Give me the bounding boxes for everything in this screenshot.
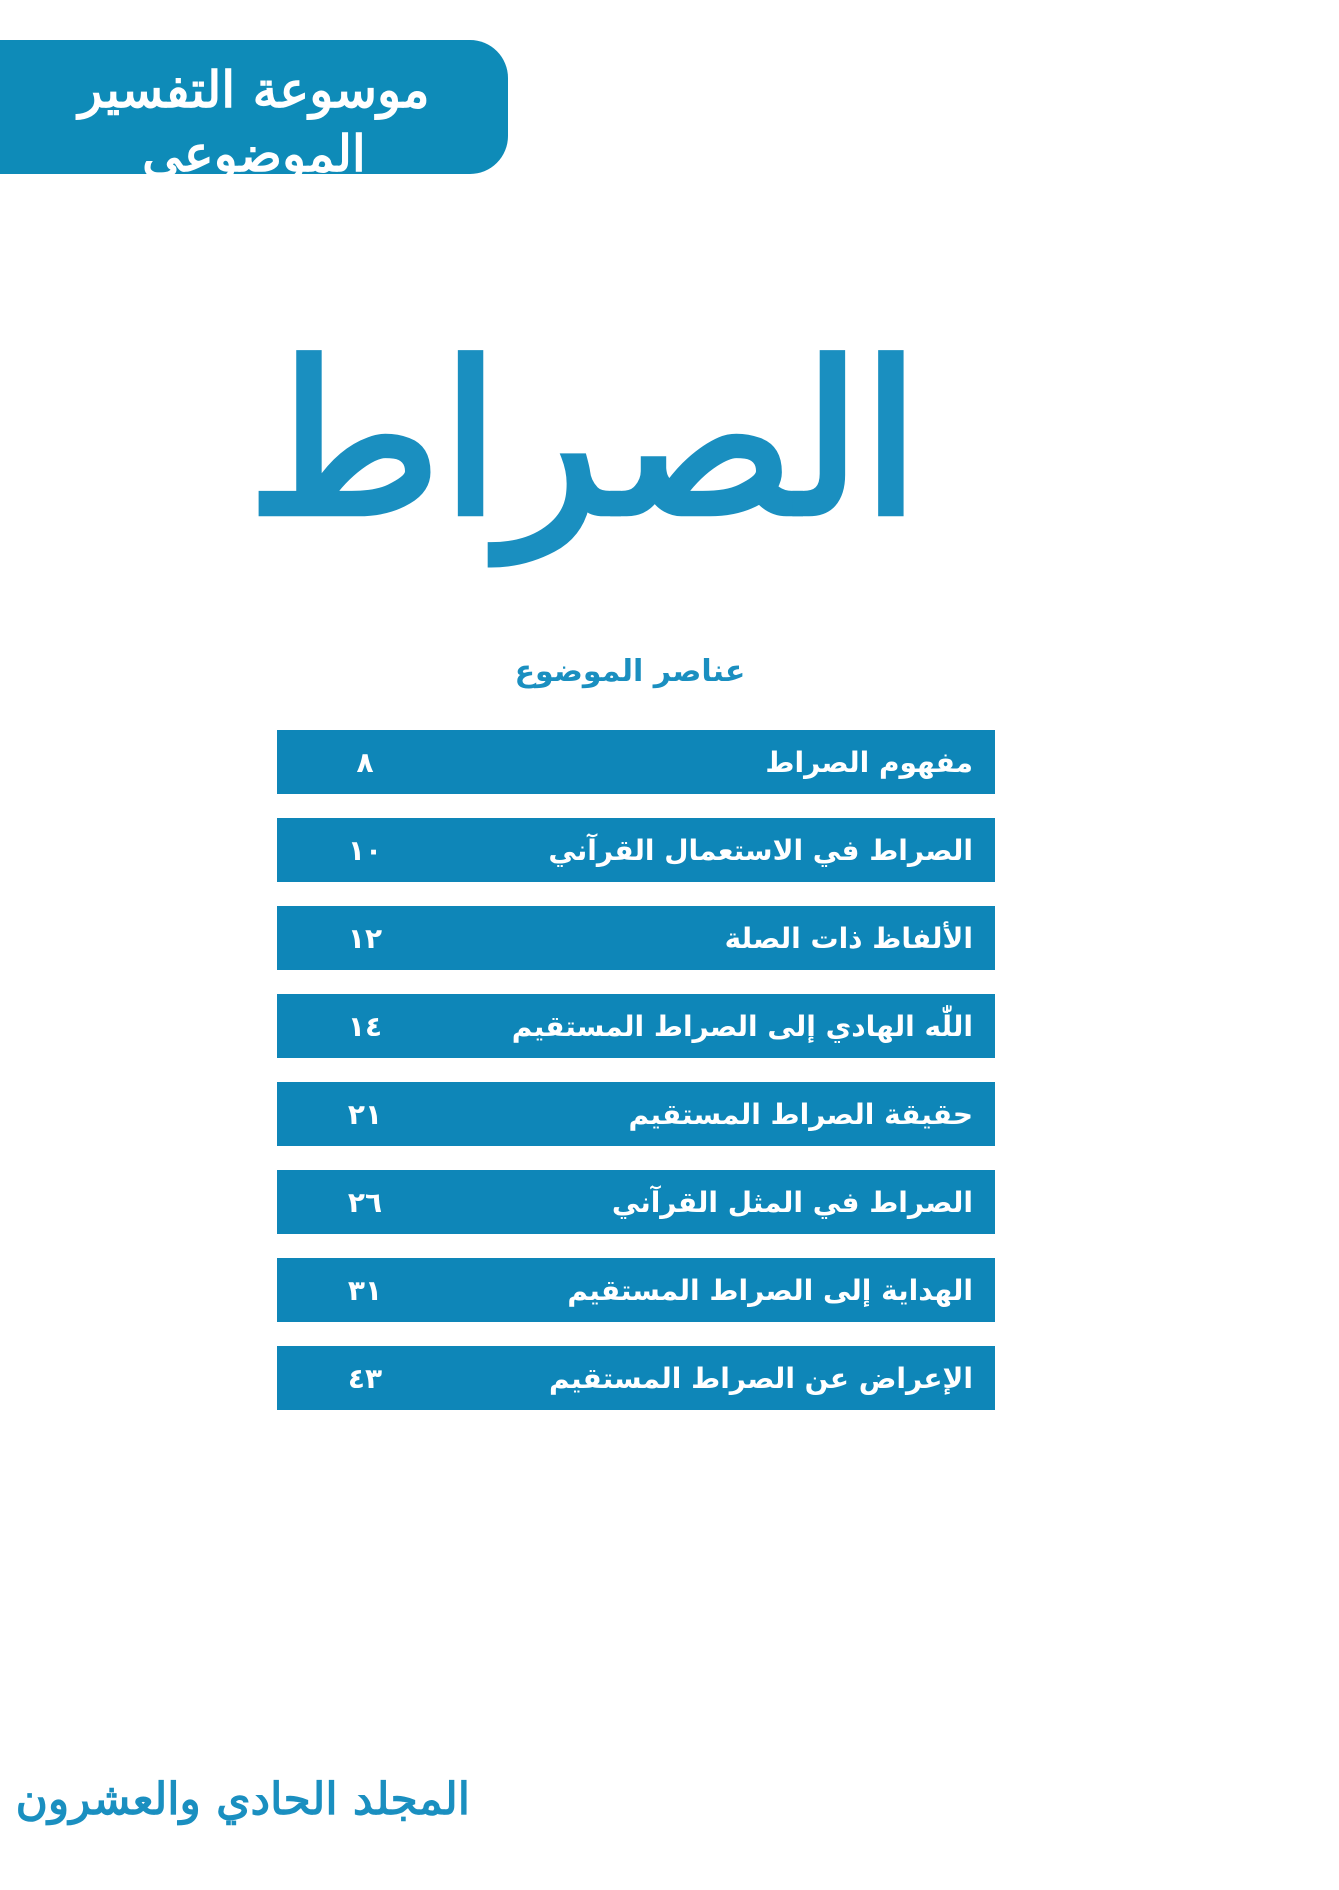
contents-heading: عناصر الموضوع: [514, 654, 746, 689]
series-title: موسوعة التفسير الموضوعي: [78, 60, 430, 183]
toc-row[interactable]: [277, 818, 995, 882]
toc-page-number: ٣١: [347, 1273, 383, 1307]
toc-page-number: ٢١: [347, 1097, 383, 1131]
toc-page-number: ١٤: [347, 1009, 383, 1043]
toc-page-number: ١٢: [347, 921, 383, 955]
toc-row[interactable]: [277, 906, 995, 970]
toc-row[interactable]: [277, 1082, 995, 1146]
toc-label: مفهوم الصراط: [765, 745, 973, 779]
toc-row[interactable]: [277, 1346, 995, 1410]
toc-label: الصراط في المثل القرآني: [611, 1185, 973, 1219]
toc-page-number: ١٠: [347, 833, 383, 867]
series-badge: [0, 40, 508, 218]
toc-label: اللّٰه الهادي إلى الصراط المستقيم: [511, 1009, 973, 1043]
toc-label: الهداية إلى الصراط المستقيم: [567, 1273, 973, 1307]
toc-label: حقيقة الصراط المستقيم: [628, 1097, 973, 1131]
toc-page-number: ٨: [356, 745, 374, 779]
toc-row[interactable]: [277, 1258, 995, 1322]
toc-label: الصراط في الاستعمال القرآني: [548, 833, 973, 867]
toc-label: الألفاظ ذات الصلة: [724, 921, 973, 955]
toc-page-number: ٤٣: [347, 1361, 383, 1395]
toc-row[interactable]: [277, 1170, 995, 1234]
toc-page-number: ٢٦: [347, 1185, 383, 1219]
toc-row[interactable]: [277, 994, 995, 1058]
series-subtitle: للقرآن الكريم: [191, 192, 317, 218]
table-of-contents: [277, 730, 995, 1434]
volume-label: المجلد الحادي والعشرون: [15, 1774, 470, 1825]
toc-label: الإعراض عن الصراط المستقيم: [549, 1361, 973, 1395]
main-title: الصراط: [247, 316, 920, 563]
toc-row[interactable]: [277, 730, 995, 794]
